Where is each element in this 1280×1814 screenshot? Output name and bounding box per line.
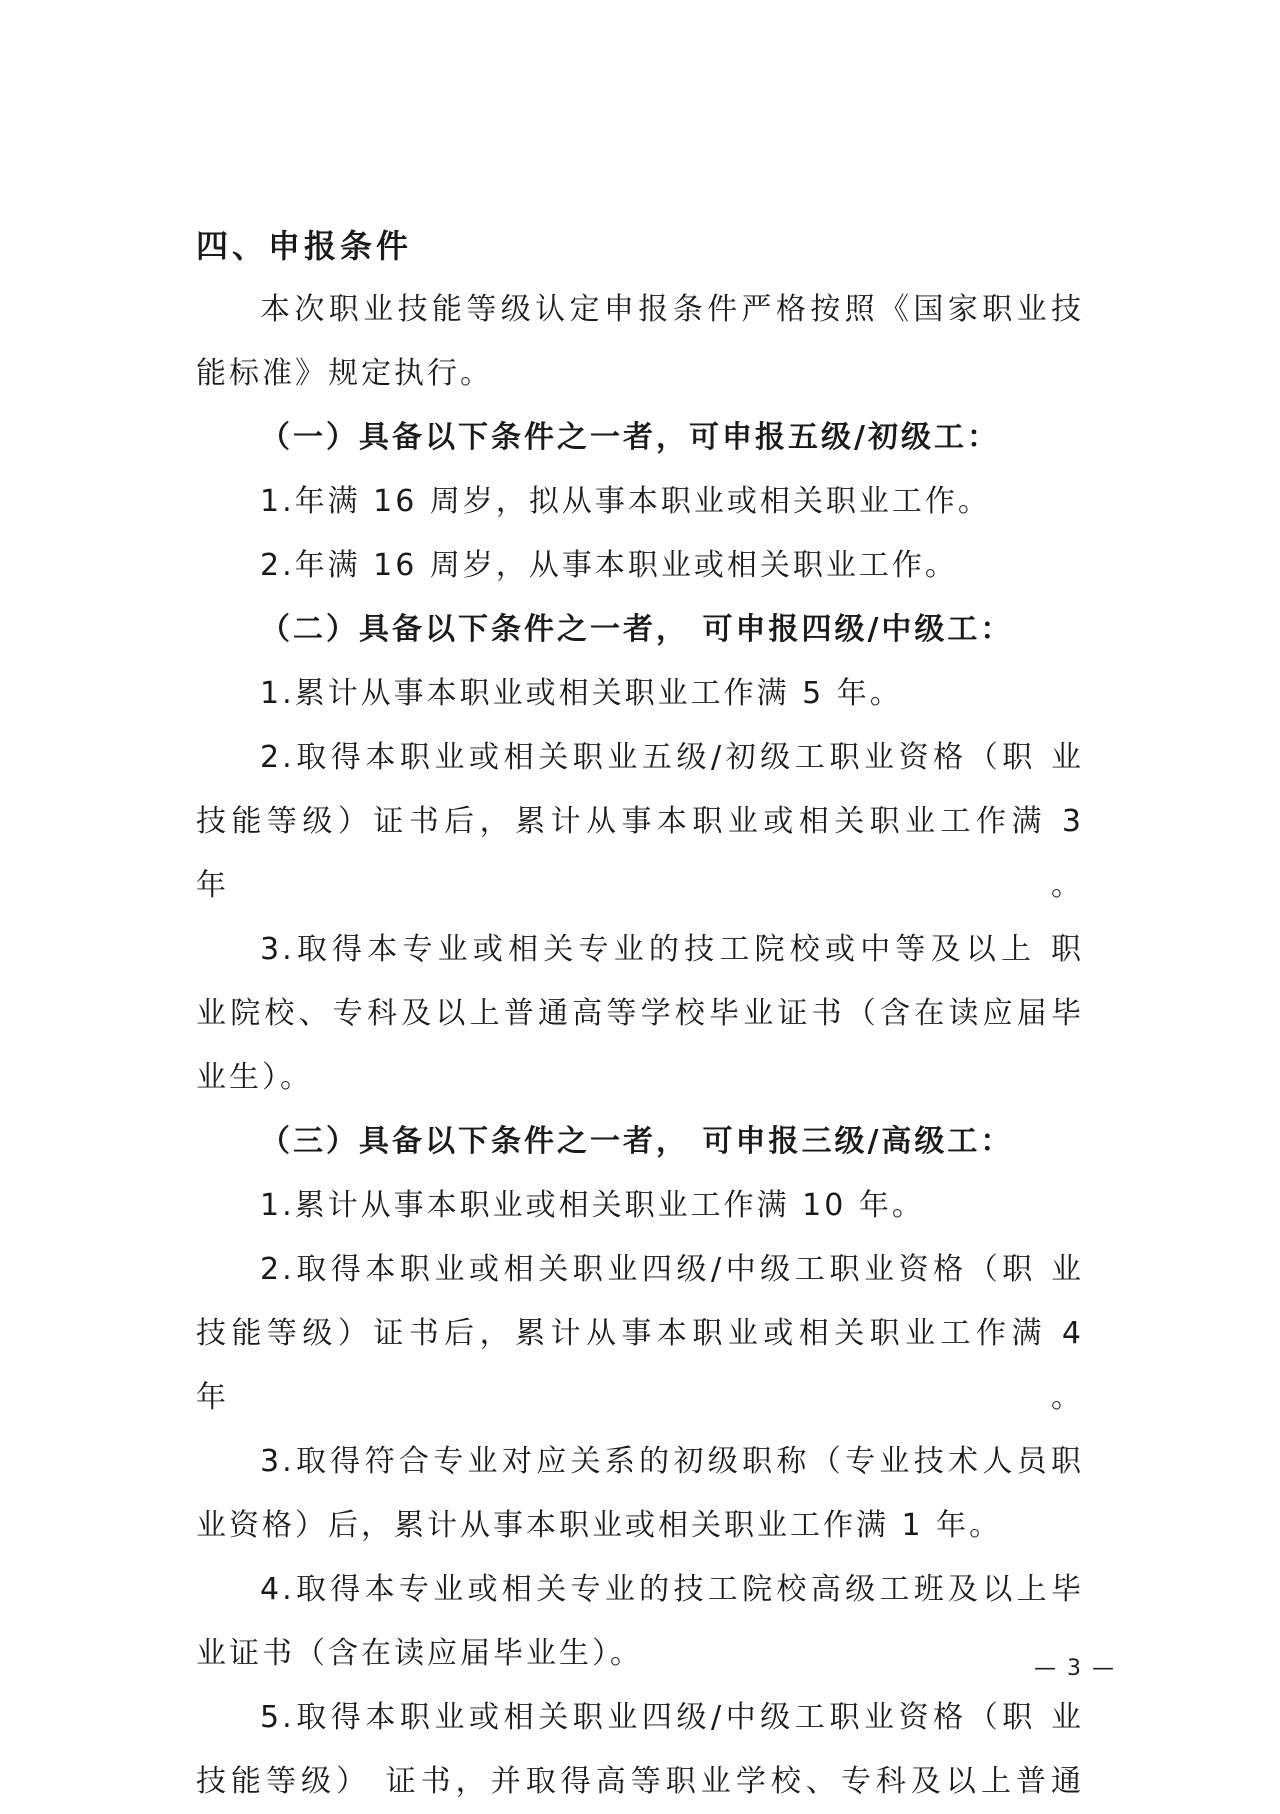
item-line: 技能等级） 证书，并取得高等职业学校、专科及以上普通 (196, 1764, 1084, 1799)
item-line: 技能等级）证书后，累计从事本职业或相关职业工作满 4 年。 (196, 1316, 1084, 1415)
item-line: 3.取得本专业或相关专业的技工院校或中等及以上 职 (260, 932, 1084, 967)
section-heading: 四、申报条件 (196, 227, 413, 265)
item-line: 1.累计从事本职业或相关职业工作满 10 年。 (260, 1188, 925, 1223)
item-line: 业院校、专科及以上普通高等学校毕业证书（含在读应届毕 (196, 996, 1084, 1031)
intro-line-2: 能标准》规定执行。 (196, 356, 493, 391)
page-number: — 3 — (1034, 1656, 1116, 1681)
document-body (196, 214, 1084, 1814)
item-line: 业资格）后，累计从事本职业或相关职业工作满 1 年。 (196, 1508, 1003, 1543)
item-line: 技能等级）证书后，累计从事本职业或相关职业工作满 3 年。 (196, 804, 1084, 903)
item-line: 1.年满 16 周岁，拟从事本职业或相关职业工作。 (260, 484, 991, 519)
subsection-title-2: （二）具备以下条件之一者， 可申报四级/中级工： (260, 612, 1014, 647)
item-line: 1.累计从事本职业或相关职业工作满 5 年。 (260, 676, 903, 711)
item-line: 5.取得本职业或相关职业四级/中级工职业资格（职 业 (260, 1700, 1084, 1735)
item-line: 2.取得本职业或相关职业五级/初级工职业资格（职 业 (260, 740, 1084, 775)
item-line: 4.取得本专业或相关专业的技工院校高级工班及以上毕 (260, 1572, 1084, 1607)
item-line: 业生）。 (196, 1060, 313, 1095)
intro-line-1: 本次职业技能等级认定申报条件严格按照《国家职业技 (260, 292, 1084, 327)
item-line: 2.取得本职业或相关职业四级/中级工职业资格（职 业 (260, 1252, 1084, 1287)
item-line: 2.年满 16 周岁，从事本职业或相关职业工作。 (260, 548, 958, 583)
item-line: 3.取得符合专业对应关系的初级职称（专业技术人员职 (260, 1444, 1084, 1479)
subsection-title-3: （三）具备以下条件之一者， 可申报三级/高级工： (260, 1124, 1014, 1159)
item-line: 业证书（含在读应届毕业生）。 (196, 1636, 643, 1671)
subsection-title-1: （一）具备以下条件之一者，可申报五级/初级工： (260, 420, 1000, 455)
